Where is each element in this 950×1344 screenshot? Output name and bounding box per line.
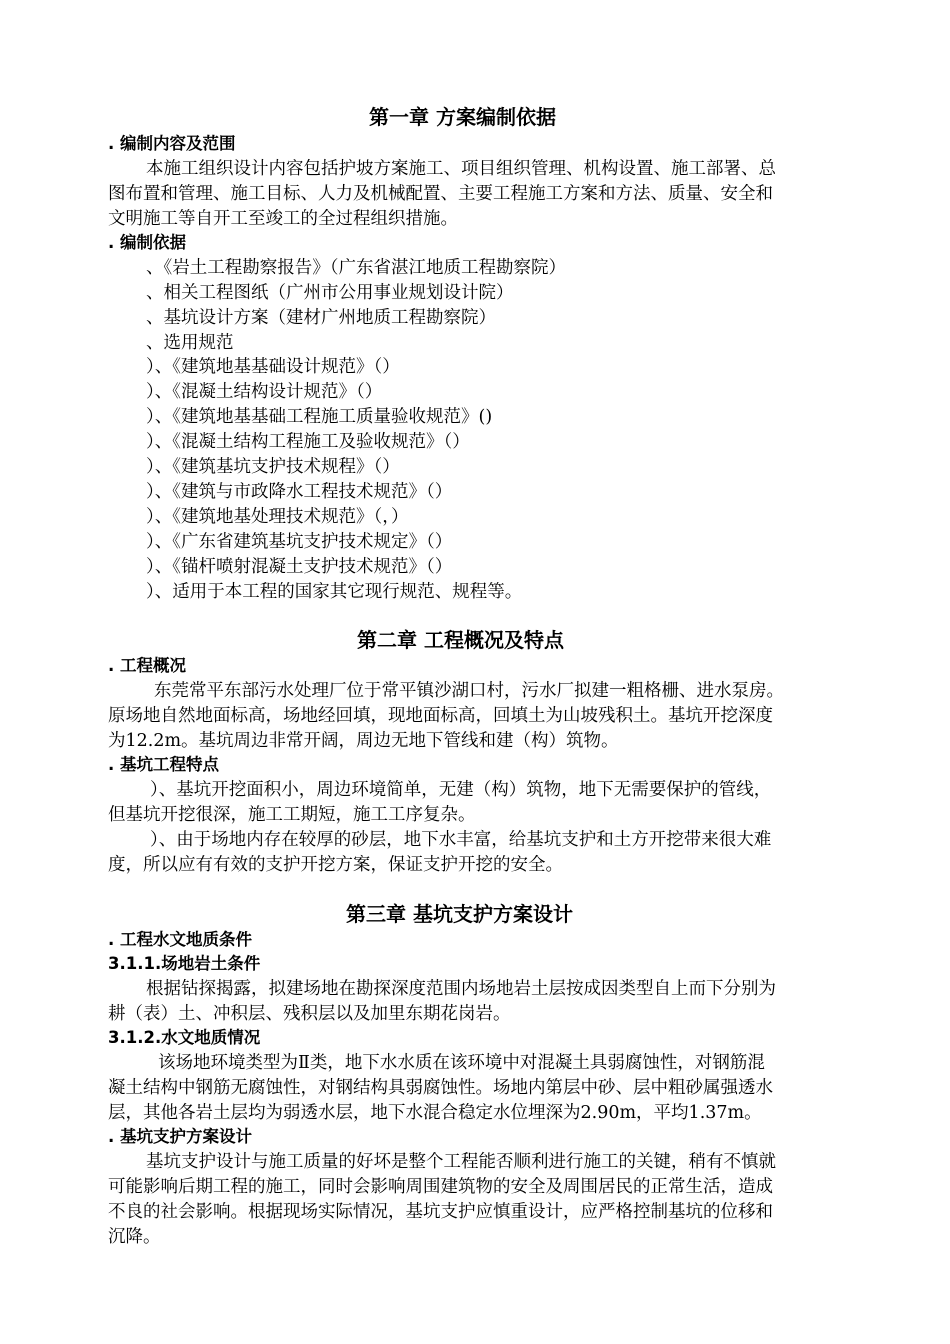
paragraph-line: 原场地自然地面标高，场地经回填，现地面标高，回填土为山坡残积土。基坑开挖深度 bbox=[108, 706, 773, 726]
list-item: ）、《建筑与市政降水工程技术规范》（） bbox=[146, 482, 453, 502]
section-heading-scope: . 编制内容及范围 bbox=[108, 134, 236, 153]
subsection-heading-water: 3.1.2.水文地质情况 bbox=[108, 1028, 261, 1047]
paragraph-line: 层，其他各岩土层均为弱透水层，地下水混合稳定水位埋深为2.90m，平均1.37m。 bbox=[108, 1103, 762, 1123]
chapter-2-title: 第二章 工程概况及特点 bbox=[357, 628, 564, 652]
paragraph-line: ）、基坑开挖面积小，周边环境简单，无建（构）筑物，地下无需要保护的管线， bbox=[150, 780, 772, 800]
list-item: 、相关工程图纸（广州市公用事业规划设计院） bbox=[146, 283, 514, 303]
section-heading-overview: . 工程概况 bbox=[108, 656, 187, 675]
list-item: ）、《锚杆喷射混凝土支护技术规范》（） bbox=[146, 557, 453, 577]
list-item: ）、《建筑基坑支护技术规程》（） bbox=[146, 457, 400, 477]
paragraph-line: 可能影响后期工程的施工，同时会影响周围建筑物的安全及周围居民的正常生活，造成 bbox=[108, 1177, 773, 1197]
paragraph-line: 东莞常平东部污水处理厂位于常平镇沙湖口村，污水厂拟建一粗格栅、进水泵房。 bbox=[154, 681, 784, 701]
chapter-1-title: 第一章 方案编制依据 bbox=[369, 105, 556, 129]
paragraph-line: 本施工组织设计内容包括护坡方案施工、项目组织管理、机构设置、施工部署、总 bbox=[146, 159, 776, 179]
paragraph-line: 沉降。 bbox=[108, 1227, 161, 1247]
list-item: ）、《混凝土结构工程施工及验收规范》（） bbox=[146, 432, 470, 452]
list-item: 、《岩土工程勘察报告》（广东省湛江地质工程勘察院） bbox=[146, 258, 566, 278]
list-item: ）、《建筑地基处理技术规范》（，） bbox=[146, 507, 409, 527]
list-item: 、选用规范 bbox=[146, 333, 234, 353]
subsection-heading-soil: 3.1.1.场地岩土条件 bbox=[108, 954, 261, 973]
section-heading-hydrogeology: . 工程水文地质条件 bbox=[108, 930, 253, 949]
paragraph-line: 根据钻探揭露，拟建场地在勘探深度范围内场地岩土层按成因类型自上而下分别为 bbox=[146, 979, 776, 999]
paragraph-line: 基坑支护设计与施工质量的好坏是整个工程能否顺利进行施工的关键，稍有不慎就 bbox=[146, 1152, 776, 1172]
section-heading-basis: . 编制依据 bbox=[108, 233, 187, 252]
paragraph-line: ）、由于场地内存在较厚的砂层，地下水丰富，给基坑支护和土方开挖带来很大难 bbox=[150, 830, 772, 850]
paragraph-line: 为12.2m。基坑周边非常开阔，周边无地下管线和建（构）筑物。 bbox=[108, 731, 619, 751]
paragraph-line: 图布置和管理、施工目标、人力及机械配置、主要工程施工方案和方法、质量、安全和 bbox=[108, 184, 773, 204]
list-item: ）、《混凝土结构设计规范》（） bbox=[146, 382, 383, 402]
paragraph-line: 度，所以应有有效的支护开挖方案，保证支护开挖的安全。 bbox=[108, 855, 563, 875]
paragraph-line: 不良的社会影响。根据现场实际情况，基坑支护应慎重设计，应严格控制基坑的位移和 bbox=[108, 1202, 773, 1222]
list-item: ）、适用于本工程的国家其它现行规范、规程等。 bbox=[146, 582, 523, 602]
list-item: 、基坑设计方案（建材广州地质工程勘察院） bbox=[146, 308, 496, 328]
list-item: ）、《建筑地基基础工程施工质量验收规范》() bbox=[146, 407, 493, 427]
section-heading-features: . 基坑工程特点 bbox=[108, 755, 220, 774]
paragraph-line: 但基坑开挖很深，施工工期短，施工工序复杂。 bbox=[108, 805, 476, 825]
chapter-3-title: 第三章 基坑支护方案设计 bbox=[346, 902, 573, 926]
list-item: ）、《广东省建筑基坑支护技术规定》（） bbox=[146, 532, 453, 552]
paragraph-line: 该场地环境类型为Ⅱ类，地下水水质在该环境中对混凝土具弱腐蚀性，对钢筋混 bbox=[158, 1053, 765, 1073]
section-heading-support-design: . 基坑支护方案设计 bbox=[108, 1127, 253, 1146]
paragraph-line: 凝土结构中钢筋无腐蚀性，对钢结构具弱腐蚀性。场地内第层中砂、层中粗砂属强透水 bbox=[108, 1078, 773, 1098]
paragraph-line: 耕（表）土、冲积层、残积层以及加里东期花岗岩。 bbox=[108, 1004, 511, 1024]
paragraph-line: 文明施工等自开工至竣工的全过程组织措施。 bbox=[108, 209, 458, 229]
list-item: ）、《建筑地基基础设计规范》（） bbox=[146, 357, 400, 377]
